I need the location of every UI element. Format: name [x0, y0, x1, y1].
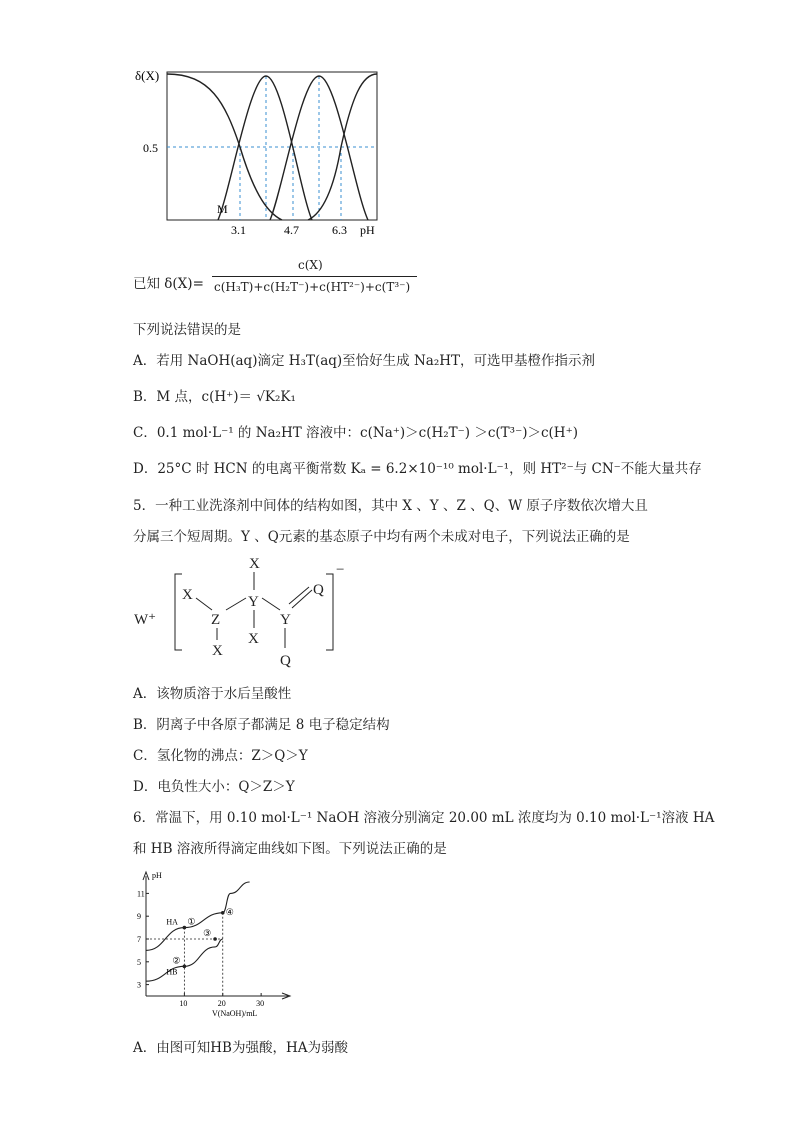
atom-x-left: X	[182, 587, 193, 603]
q4-option-d: D．25°C 时 HCN 的电离平衡常数 Kₐ = 6.2×10⁻¹⁰ mol·L⁻¹，则 HT²⁻与 CN⁻不能大量共存	[133, 461, 702, 477]
q4-option-a: A．若用 NaOH(aq)滴定 H₃T(aq)至恰好生成 Na₂HT，可选甲基橙作指示剂	[133, 353, 596, 369]
titration-chart	[128, 866, 298, 1024]
curve-h2t	[218, 76, 312, 220]
x-tick-label-20: 20	[217, 999, 226, 1008]
y-tick-label-3: 3	[137, 980, 141, 990]
point-label-4: ④	[225, 906, 234, 917]
atom-q-bottom: Q	[280, 653, 291, 669]
given-prefix: 已知 δ(X)=	[133, 276, 204, 292]
y-tick-label-9: 9	[137, 912, 141, 922]
y-tick-label-11: 11	[137, 889, 145, 899]
titration-point-2	[183, 965, 187, 969]
x-tick-label-30: 30	[256, 999, 265, 1008]
titration-point-4	[221, 911, 225, 915]
q6-stem-line2: 和 HB 溶液所得滴定曲线如下图。下列说法正确的是	[133, 841, 447, 857]
point-label-3: ③	[203, 928, 212, 938]
series-label-hb: HB	[166, 967, 178, 977]
atom-q-top: Q	[313, 582, 324, 598]
x-tick-6.3: 6.3	[332, 223, 347, 237]
q6-option-a: A．由图可知HB为强酸，HA为弱酸	[133, 1040, 348, 1056]
guide-lines	[167, 76, 377, 220]
atom-x-mid: X	[248, 631, 259, 647]
atom-y-center: Y	[248, 594, 259, 610]
anion-charge: −	[336, 562, 345, 578]
point-label-1: ①	[187, 916, 196, 927]
fraction-bar	[212, 276, 417, 277]
q5-option-a: A．该物质溶于水后呈酸性	[133, 686, 292, 702]
titration-curve-ha	[146, 882, 250, 950]
q4-option-c: C．0.1 mol·L⁻¹ 的 Na₂HT 溶液中：c(Na⁺)＞c(H₂T⁻) ＞c(T³⁻)＞c(H⁺)	[133, 425, 578, 441]
titration-xlabel: V(NaOH)/mL	[212, 1009, 258, 1018]
x-tick-3.1: 3.1	[231, 223, 246, 237]
given-numerator: c(X)	[298, 258, 323, 272]
atom-z: Z	[211, 612, 221, 628]
q6-stem-line1: 6．常温下，用 0.10 mol·L⁻¹ NaOH 溶液分别滴定 20.00 mL 浓度均为 0.10 mol·L⁻¹溶液 HA	[133, 810, 715, 826]
atom-x-bottom: X	[212, 643, 223, 659]
titration-ylabel: pH	[152, 871, 162, 880]
titration-point-3	[213, 937, 217, 941]
molecule-structure	[130, 552, 370, 674]
given-denominator: c(H₃T)+c(H₂T⁻)+c(HT²⁻)+c(T³⁻)	[214, 280, 411, 294]
q5-stem-line1: 5．一种工业洗涤剂中间体的结构如图，其中 X 、Y 、Z 、Q、W 原子序数依次增大且	[133, 498, 648, 514]
chart-ylabel: δ(X)	[135, 68, 160, 83]
q5-stem-line2: 分属三个短周期。Y 、Q元素的基态原子中均有两个未成对电子，下列说法正确的是	[133, 529, 630, 545]
q4-stem: 下列说法错误的是	[133, 322, 241, 338]
series-label-ha: HA	[166, 917, 178, 927]
point-m-label: M	[217, 202, 228, 216]
q5-option-c: C．氢化物的沸点：Z＞Q＞Y	[133, 748, 308, 764]
x-tick-label-10: 10	[179, 999, 188, 1008]
chart-frame	[167, 72, 377, 220]
distribution-chart	[130, 62, 390, 242]
x-axis-label: pH	[360, 223, 375, 237]
y-tick-label-5: 5	[137, 957, 141, 967]
y-tick-label-7: 7	[137, 935, 141, 944]
q4-option-b: B．M 点，c(H⁺)＝ √K₂K₁	[133, 389, 296, 405]
y-tick-0.5: 0.5	[143, 141, 158, 155]
point-label-2: ②	[172, 955, 181, 966]
q5-option-b: B．阴离子中各原子都满足 8 电子稳定结构	[133, 717, 390, 733]
x-tick-4.7: 4.7	[284, 223, 299, 237]
cation-w: W⁺	[134, 612, 157, 628]
q5-option-d: D．电负性大小：Q＞Z＞Y	[133, 779, 295, 795]
atom-y-right: Y	[280, 612, 291, 628]
atom-x-top: X	[249, 556, 260, 572]
titration-point-1	[183, 926, 187, 930]
